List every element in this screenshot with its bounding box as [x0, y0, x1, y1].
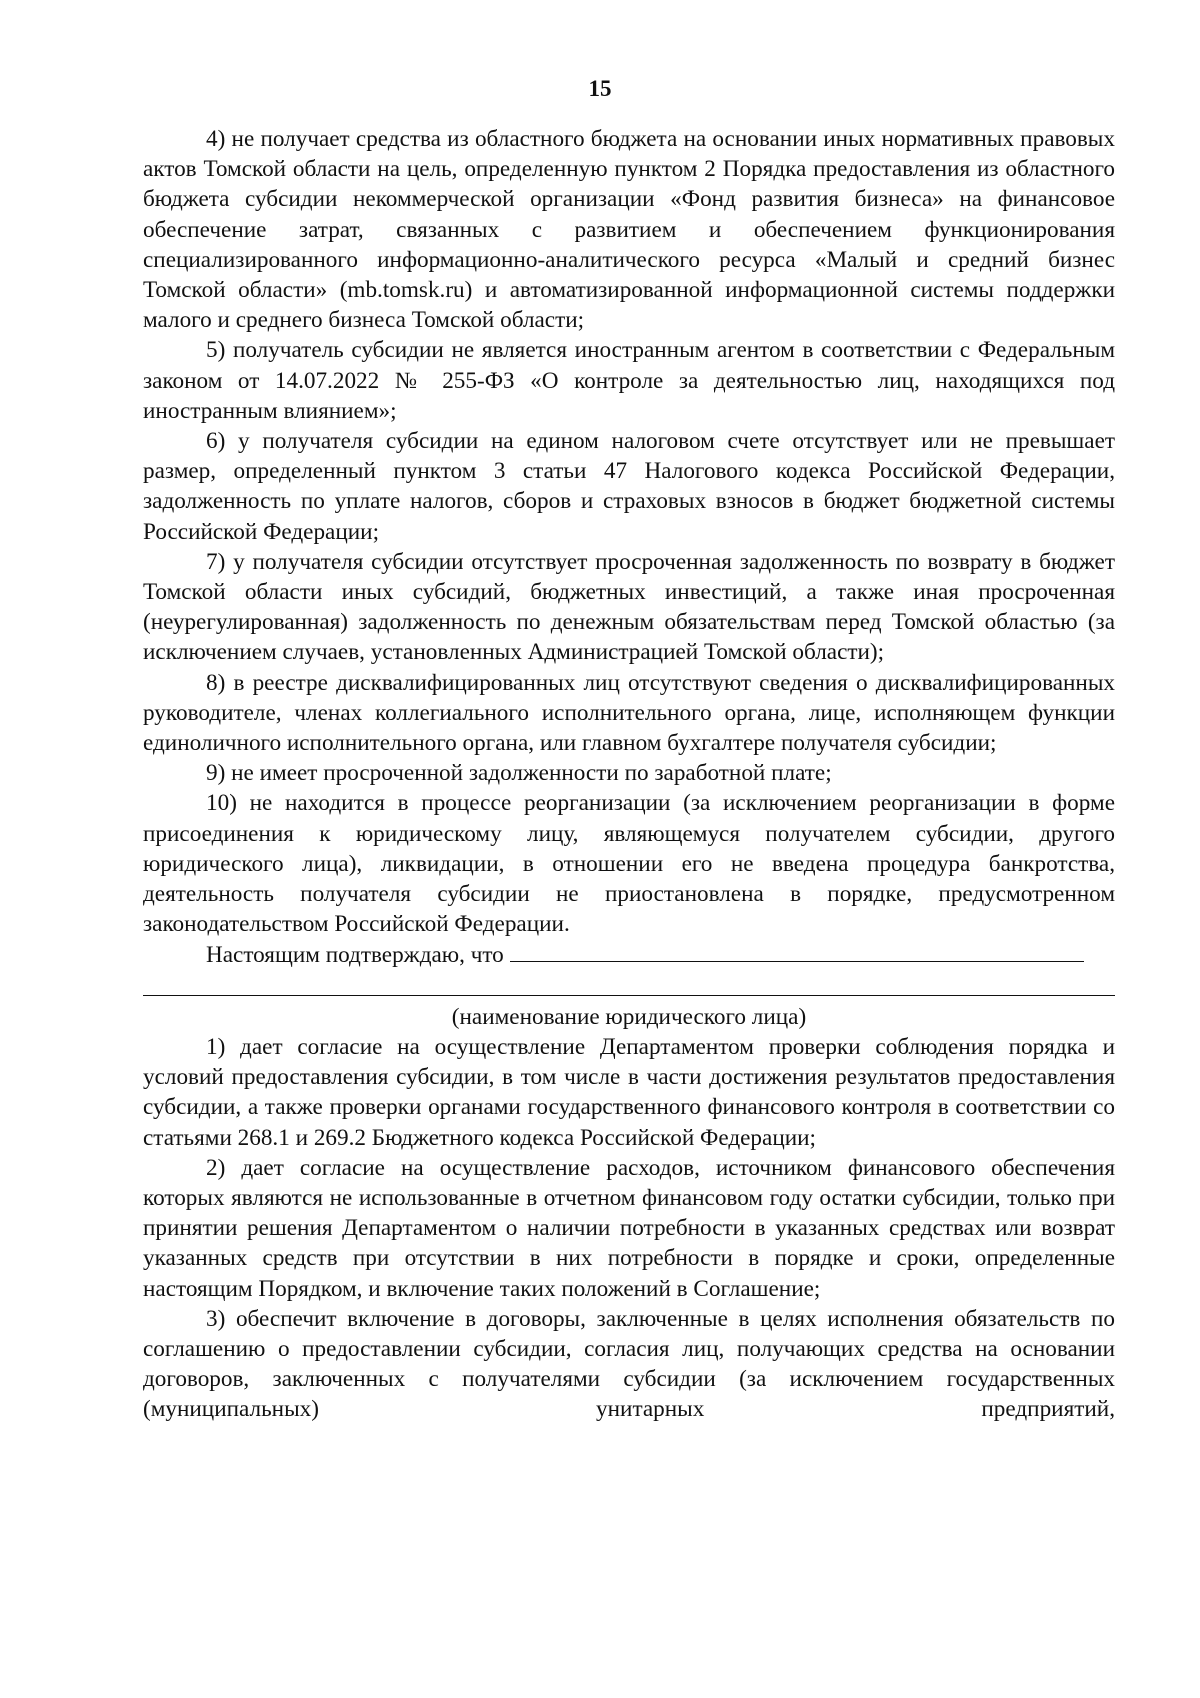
page-number: 15: [588, 76, 612, 101]
paragraph-item-7: 7) у получателя субсидии отсутствует просроченная задолженность по возврату в бюджет Томской области иных субсидий, бюджетных инвестиций, а также иная просроченная (неурегулированная) задолженность по денежным обязательствам перед Томской областью (за исключением случаев, установленных Администрацией Томской области);: [143, 548, 1115, 666]
confirmation-text: Настоящим подтверждаю, что: [206, 942, 504, 969]
paragraph-item-6: 6) у получателя субсидии на едином налоговом счете отсутствует или не превышает размер, определенный пунктом 3 статьи 47 Налогового кодекса Российской Федерации, задолженность по уплате налогов, сборов и страховых взносов в бюджет бюджетной системы Российской Федерации;: [143, 428, 1115, 545]
document-body: [143, 124, 1115, 1425]
consent-item-1: 1) дает согласие на осуществление Департаментом проверки соблюдения порядка и условий предоставления субсидии, в том числе в части достижения результатов предоставления субсидии, а также проверки органами государственного финансового контроля в соответствии со статьями 268.1 и 269.2 Бюджетного кодекса Российской Федерации;: [143, 1033, 1115, 1151]
confirmation-line: [143, 939, 1115, 970]
consent-item-2: 2) дает согласие на осуществление расходов, источником финансового обеспечения которых являются не использованные в отчетном финансовом году остатки субсидии, только при принятии решения Департаментом о наличии потребности в указанных средствах или возврат указанных средств при отсутствии в них потребности в порядке и сроки, определенные настоящим Порядком, и включение таких положений в Соглашение;: [143, 1154, 1115, 1302]
legal-entity-blank-field-continued: [143, 971, 1115, 996]
legal-entity-blank-field: [510, 939, 1084, 962]
paragraph-item-4: 4) не получает средства из областного бюджета на основании иных нормативных правовых актов Томской области на цель, определенную пунктом 2 Порядка предоставления из областного бюджета субсидии некоммерческой организации «Фонд развития бизнеса» на финансовое обеспечение затрат, связанных с развитием и обеспечением функционирования специализированного информационно-аналитического ресурса «Малый и средний бизнес Томской области» (mb.tomsk.ru) и автоматизированной информационной системы поддержки малого и среднего бизнеса Томской области;: [143, 126, 1115, 334]
paragraph-item-5: 5) получатель субсидии не является иностранным агентом в соответствии с Федеральным законом от 14.07.2022 № 255-ФЗ «О контроле за деятельностью лиц, находящихся под иностранным влиянием»;: [143, 337, 1115, 424]
paragraph-item-9: 9) не имеет просроченной задолженности по заработной плате;: [206, 760, 832, 787]
paragraph-item-8: 8) в реестре дисквалифицированных лиц отсутствуют сведения о дисквалифицированных руководителе, членах коллегиального исполнительного органа, лице, исполняющем функции единоличного исполнительного органа, или главном бухгалтере получателя субсидии;: [143, 669, 1115, 757]
paragraph-item-10: 10) не находится в процессе реорганизации (за исключением реорганизации в форме присоединения к юридическому лицу, являющемуся получателем субсидии, другого юридического лица), ликвидации, в отношении его не введена процедура банкротства, деятельность получателя субсидии не приостановлена в порядке, предусмотренном законодательством Российской Федерации.: [143, 790, 1115, 938]
consent-item-3: 3) обеспечит включение в договоры, заключенные в целях исполнения обязательств по соглашению о предоставлении субсидии, согласия лиц, получающих средства на основании договоров, заключенных с получателями субсидии (за исключением государственных (муниципальных) унитарных предприятий,: [143, 1305, 1115, 1423]
blank-caption: (наименование юридического лица): [451, 1003, 807, 1030]
